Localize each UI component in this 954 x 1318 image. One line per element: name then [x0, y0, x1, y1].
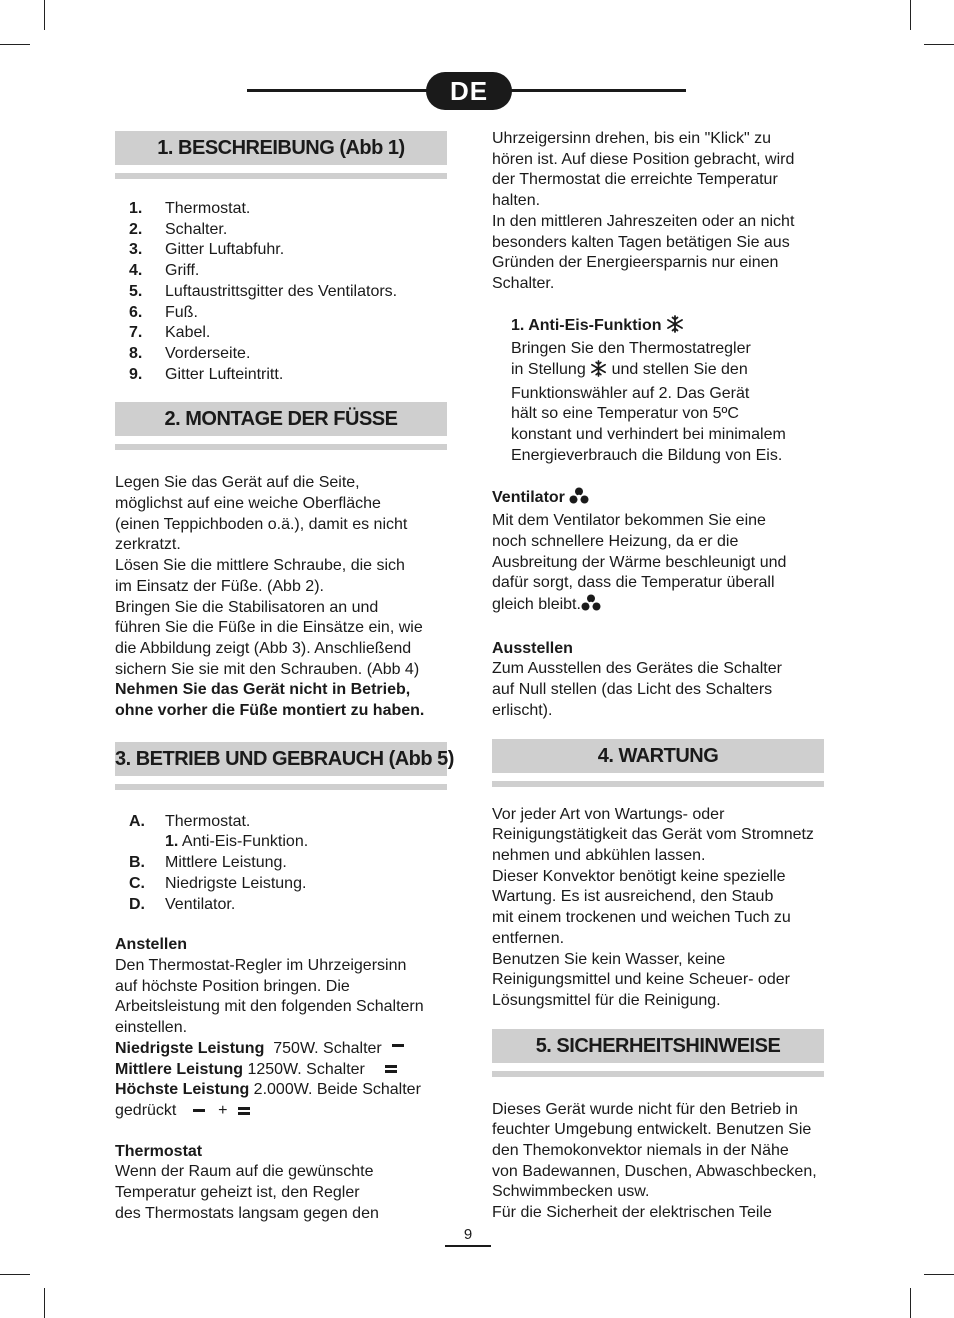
list-item: 1. Anti-Eis-Funktion. — [165, 833, 309, 851]
ausstellen-block: Ausstellen Zum Ausstellen des Gerätes die Schalter auf Null stellen (das Licht des Schalters erlischt). — [492, 639, 824, 722]
power-high-line: Höchste Leistung 2.000W. Beide Schalter — [115, 1081, 421, 1099]
double-dash-switch-icon — [238, 1105, 250, 1117]
header-rule-right — [506, 89, 686, 92]
section-rule — [492, 1071, 824, 1077]
crop-mark — [924, 44, 954, 45]
crop-mark — [44, 0, 45, 30]
page-number: 9 — [463, 1226, 473, 1243]
crop-mark — [44, 1288, 45, 1318]
section-rule — [492, 781, 824, 787]
right-column — [492, 129, 824, 1224]
crop-mark — [0, 1274, 30, 1275]
section-heading-montage: 2. MONTAGE DER FÜSSE — [115, 402, 447, 436]
wartung-text: Vor jeder Art von Wartungs- oder Reinigungstätigkeit das Gerät vom Stromnetz nehmen und abkühlen lassen. Dieser Konvektor benötigt keine spezielle Wartung. Es ist ausreichend, den Staub mit einem trockenen und weichen Tuch zu entfernen. Benutzen Sie kein Wasser, keine Reinigungsmittel und keine Scheuer- oder Lösungsmittel für die Reinigung. — [492, 805, 814, 1009]
list-item: 8. Vorderseite. — [129, 344, 251, 362]
section-rule — [115, 784, 447, 790]
list-item: 4. Griff. — [129, 262, 200, 280]
section-heading-wartung: 4. WARTUNG — [492, 739, 824, 773]
snowflake-icon — [590, 360, 607, 384]
anstellen-block: Anstellen Den Thermostat-Regler im Uhrzeigersinn auf höchste Position bringen. Die Arbeitsleistung mit den folgenden Schaltern einstellen. Niedrigste Leistung 750W. Schalter Mittlere Leistung 1250W. Schalter Höchste Leistung 2.000W. Beide Schalter gedrückt + — [115, 935, 447, 1121]
list-item: 3. Gitter Luftabfuhr. — [129, 241, 285, 259]
list-item: 9. Gitter Lufteintritt. — [129, 365, 284, 383]
subheading-ventilator: Ventilator — [492, 488, 565, 506]
warning-text: ohne vorher die Füße montiert zu haben. — [115, 702, 425, 720]
thermostat-continuation: Uhrzeigersinn drehen, bis ein "Klick" zu hören ist. Auf diese Position gebracht, wird der Thermostat die erreichte Temperatur halten. In den mittleren Jahreszeiten oder an nicht besonders kalten Tagen betätigen Sie aus Gründen der Energieersparnis nur einen Schalter. — [492, 130, 795, 292]
left-column — [115, 131, 454, 1224]
single-dash-switch-icon — [193, 1107, 205, 1114]
list-item: 2. Schalter. — [129, 220, 228, 238]
fan-icon — [569, 487, 589, 512]
section-heading-sicherheit: 5. SICHERHEITSHINWEISE — [492, 1029, 824, 1063]
list-item: B. Mittlere Leistung. — [129, 854, 287, 872]
sicherheit-text: Dieses Gerät wurde nicht für den Betrieb in feuchter Umgebung entwickelt. Benutzen Sie den Themokonvektor niemals in der Nähe von Badewannen, Duschen, Abwaschbecken, Schwimmbecken usw. Für die Sicherheit der elektrischen Teile — [492, 1100, 817, 1222]
subheading-antieis: 1. Anti-Eis-Funktion — [511, 316, 662, 334]
subheading-anstellen: Anstellen — [115, 936, 188, 954]
crop-mark — [0, 44, 30, 45]
antieis-block: 1. Anti-Eis-Funktion Bringen Sie den Thermostatregler in Stellung und stellen Sie den Funktionswähler auf 2. Das Gerät hält so eine Temperatur von 5ºC konstant und verhindert bei minimalem Energieverbrauch die Bildung von Eis. — [511, 316, 786, 464]
thermostat-block: Thermostat Wenn der Raum auf die gewünschte Temperatur geheizt ist, den Regler des Thermostats langsam gegen den — [115, 1142, 447, 1225]
crop-mark — [910, 1288, 911, 1318]
power-high-line-cont: gedrückt + — [115, 1101, 447, 1122]
ventilator-block: Ventilator Mit dem Ventilator bekommen Sie eine noch schnellere Heizung, da er die Ausbreitung der Wärme beschleunigt und dafür sorgt, dass die Temperatur überall gleich bleibt. — [492, 487, 824, 619]
list-item: A. Thermostat. — [129, 812, 251, 830]
crop-mark — [924, 1274, 954, 1275]
section-rule — [115, 173, 447, 179]
snowflake-icon — [666, 315, 684, 340]
double-dash-switch-icon — [385, 1063, 397, 1075]
header-rule-left — [247, 89, 432, 92]
crop-mark — [910, 0, 911, 30]
page-number-rule — [445, 1245, 491, 1247]
section-heading-beschreibung: 1. BESCHREIBUNG (Abb 1) — [115, 131, 447, 165]
list-item: 5. Luftaustrittsgitter des Ventilators. — [129, 282, 398, 300]
list-item: C. Niedrigste Leistung. — [129, 874, 307, 892]
single-dash-switch-icon — [392, 1042, 404, 1049]
list-item: 6. Fuß. — [129, 303, 198, 321]
montage-text: Legen Sie das Gerät auf die Seite, möglichst auf eine weiche Oberfläche (einen Teppichboden o.ä.), damit es nicht zerkratzt. Lösen Sie die mittlere Schraube, die sich im Einsatz der Füße. (Abb 2). Bringen Sie die Stabilisatoren an und führen Sie die Füße in die Einsätze ein, wie die Abbildung zeigt (Abb 3). Anschließend sichern Sie sie mit den Schrauben. (Abb 4) Nehmen Sie das Gerät nicht in Betrieb, ohne vorher die Füße montiert zu haben. — [115, 473, 447, 721]
section-heading-betrieb: 3. BETRIEB UND GEBRAUCH (Abb 5) — [115, 742, 447, 776]
power-mid-line: Mittlere Leistung 1250W. Schalter — [115, 1060, 447, 1081]
section-rule — [115, 444, 447, 450]
language-badge: DE — [426, 72, 512, 110]
fan-icon — [581, 594, 601, 619]
subheading-thermostat: Thermostat — [115, 1142, 203, 1160]
warning-text: Nehmen Sie das Gerät nicht in Betrieb, — [115, 681, 411, 699]
list-item: D. Ventilator. — [129, 895, 236, 913]
controls-list — [115, 812, 447, 916]
subheading-ausstellen: Ausstellen — [492, 639, 573, 657]
parts-list — [115, 199, 447, 385]
list-item: 7. Kabel. — [129, 324, 211, 342]
list-item: 1. Thermostat. — [129, 200, 251, 217]
power-low-line: Niedrigste Leistung 750W. Schalter — [115, 1039, 447, 1060]
